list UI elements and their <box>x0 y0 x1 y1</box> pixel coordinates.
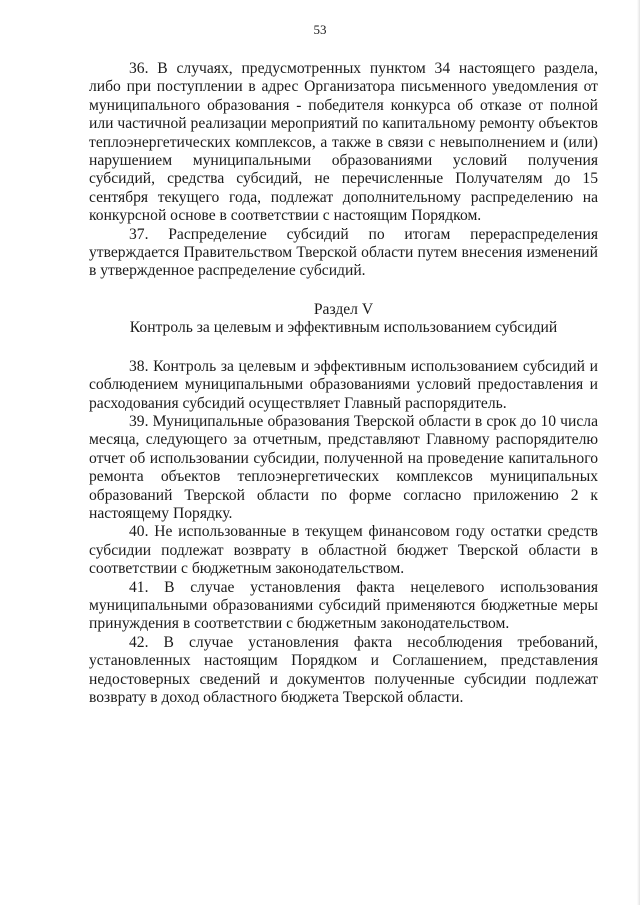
section-spacer <box>89 338 598 358</box>
paragraph-40: 40. Не использованные в текущем финансовом году остатки средств субсидии подлежат возврату в областной бюджет Тверской области в соответствии с бюджетным законодательством. <box>89 523 598 578</box>
paragraph-36: 36. В случаях, предусмотренных пунктом 34 настоящего раздела, либо при поступлении в адрес Организатора письменного уведомления от муниципального образования - победителя конкурса об отказе от полной или частичной реализации мероприятий по капитальному ремонту объектов теплоэнергетических комплексов, а также в связи с невыполнением и (или) нарушением муниципальными образованиями условий получения субсидий, средства субсидий, не перечисленные Получателям до 15 сентября текущего года, подлежат дополнительному распределению на конкурсной основе в соответствии с настоящим Порядком. <box>89 60 598 225</box>
paragraph-38: 38. Контроль за целевым и эффективным использованием субсидий и соблюдением муниципальными образованиями условий предоставления и расходования субсидий осуществляет Главный распорядитель. <box>89 357 598 412</box>
paragraph-37: 37. Распределение субсидий по итогам перераспределения утверждается Правительством Тверской области путем внесения изменений в утвержденное распределение субсидий. <box>89 225 598 280</box>
page-number: 53 <box>313 22 327 37</box>
document-body <box>89 60 598 707</box>
section-spacer <box>89 281 598 301</box>
paragraph-39: 39. Муниципальные образования Тверской области в срок до 10 числа месяца, следующего за отчетным, представляют Главному распорядителю отчет об использовании субсидии, полученной на проведение капитального ремонта объектов теплоэнергетических комплексов муниципальных образований Тверской области по форме согласно приложению 2 к настоящему Порядку. <box>89 412 598 522</box>
section-label: Раздел V <box>313 300 374 318</box>
section-title: Контроль за целевым и эффективным использованием субсидий <box>129 319 558 337</box>
paragraph-41: 41. В случае установления факта нецелевого использования муниципальными образованиями субсидий применяются бюджетные меры принуждения в соответствии с бюджетным законодательством. <box>89 578 598 633</box>
paragraph-42: 42. В случае установления факта несоблюдения требований, установленных настоящим Порядком и Соглашением, представления недостоверных сведений и документов полученные субсидии подлежат возврату в доход областного бюджета Тверской области. <box>89 633 598 706</box>
